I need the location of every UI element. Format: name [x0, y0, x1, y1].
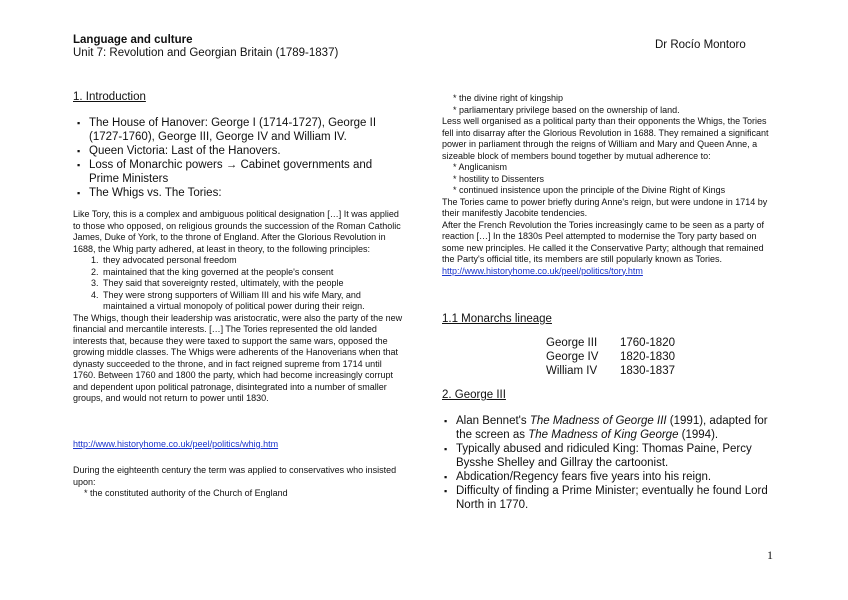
- section-heading-george-iii: 2. George III: [442, 389, 506, 401]
- intro-bullet: ▪ Queen Victoria: Last of the Hanovers.: [76, 144, 404, 158]
- monarch-years: 1830-1837: [620, 365, 675, 377]
- monarch-name: William IV: [546, 365, 598, 377]
- george-bullet: ▪ Abdication/Regency fears five years into his reign.: [443, 470, 777, 484]
- george-bullet: ▪ Difficulty of finding a Prime Minister; eventually he found Lord North in 1770.: [443, 484, 777, 512]
- tory-point: * hostility to Dissenters: [453, 173, 545, 184]
- page-number: 1: [767, 548, 773, 562]
- george-bullet: ▪ Typically abused and ridiculed King: Thomas Paine, Percy Bysshe Shelley and Gillray the cartoonist.: [443, 442, 777, 470]
- document-title: Language and culture: [73, 34, 193, 46]
- whig-principle: 1. they advocated personal freedom: [101, 255, 404, 267]
- whig-principle: 4. They were strong supporters of William III and his wife Mary, and maintained a virtual monopoly of political power during their reign.: [101, 290, 404, 313]
- tory-paragraph: Less well organised as a political party than their opponents the Whigs, the Tories fell into disarray after the Glorious Revolution in 1688. They remained a significant power in parliament through the reigns of William and Mary and Queen Anne, a sizeable block of members bound together by mutual adherence to:: [442, 116, 769, 161]
- tory-intro: During the eighteenth century the term was applied to conservatives who insisted upon:: [73, 465, 397, 487]
- monarch-years: 1820-1830: [620, 351, 675, 363]
- document-subtitle: Unit 7: Revolution and Georgian Britain (1789-1837): [73, 47, 339, 59]
- intro-bullet: ▪ The Whigs vs. The Tories:: [76, 186, 404, 200]
- intro-bullet-list: [76, 116, 404, 200]
- tory-section-continued: [442, 93, 774, 277]
- lineage-row: [546, 364, 675, 378]
- whig-source-link[interactable]: http://www.historyhome.co.uk/peel/politics/whig.htm: [73, 439, 279, 449]
- monarch-name: George IV: [546, 351, 599, 363]
- author-name: Dr Rocío Montoro: [655, 39, 746, 51]
- whig-principle: 3. They said that sovereignty rested, ultimately, with the people: [101, 278, 404, 290]
- section-heading-monarchs-lineage: 1.1 Monarchs lineage: [442, 313, 552, 325]
- lineage-row: [546, 350, 675, 364]
- tory-point: * continued insistence upon the principle of the Divine Right of Kings: [453, 185, 726, 195]
- tory-paragraph-3: After the French Revolution the Tories increasingly came to be seen as a party of reaction […] In the 1830s Peel attempted to modernise the Tory party based on some new principles. He called it the Conservative Party; although that remained the Party's official title, its members are still popularly known as Tories.: [442, 219, 765, 264]
- section-heading-introduction: 1. Introduction: [73, 91, 146, 103]
- monarchs-lineage-table: [546, 336, 675, 378]
- whig-principle: 2. maintained that the king governed at the people's consent: [101, 267, 404, 279]
- tory-source-link[interactable]: http://www.historyhome.co.uk/peel/politics/tory.htm: [442, 265, 643, 276]
- lineage-row: [546, 336, 675, 350]
- monarch-name: George III: [546, 337, 598, 349]
- monarch-years: 1760-1820: [620, 337, 675, 349]
- tory-point: * the constituted authority of the Church of England: [84, 488, 288, 498]
- tory-section-start: [73, 465, 404, 500]
- tory-point: * parliamentary privilege based on the ownership of land.: [453, 104, 680, 115]
- george-bullet-list: [443, 414, 777, 512]
- tory-point: * Anglicanism: [453, 162, 508, 172]
- tory-point: * the divine right of kingship: [453, 93, 564, 103]
- whig-principles-list: [73, 255, 404, 313]
- intro-bullet: ▪ Loss of Monarchic powers → Cabinet governments and Prime Ministers: [76, 158, 404, 186]
- whig-section: [73, 209, 404, 405]
- whig-paragraph-2: The Whigs, though their leadership was aristocratic, were also the party of the new financial and mercantile interests. […] The Tories represented the old landed interests that, because they were taxed to support the same wars, opposed the growing middle classes. The Whigs were adherents of the Hanoverians when that dynasty succeeded to the throne, and in fact reigned supreme from 1714 until 1760. Between 1760 and 1800 the party, which had become increasingly corrupt and dependent upon political patronage, disintegrated into a number of smaller groups, and would not return to power until 1830.: [73, 312, 403, 403]
- george-bullet: ▪ Alan Bennet's The Madness of George III (1991), adapted for the screen as The Madness of King George (1994).: [443, 414, 777, 442]
- whig-paragraph: Like Tory, this is a complex and ambiguous political designation […] It was applied to those who opposed, on religious grounds the succession of the Roman Catholic James, Duke of York, to the throne of England. After the Glorious Revolution in 1688, the Whig party adhered, at least in theory, to the following principles:: [73, 209, 401, 254]
- tory-paragraph-2: The Tories came to power briefly during Anne's reign, but were undone in 1714 by their manifestly Jacobite tendencies.: [442, 196, 768, 218]
- intro-bullet: ▪ The House of Hanover: George I (1714-1727), George II (1727-1760), George III, George IV and William IV.: [76, 116, 404, 144]
